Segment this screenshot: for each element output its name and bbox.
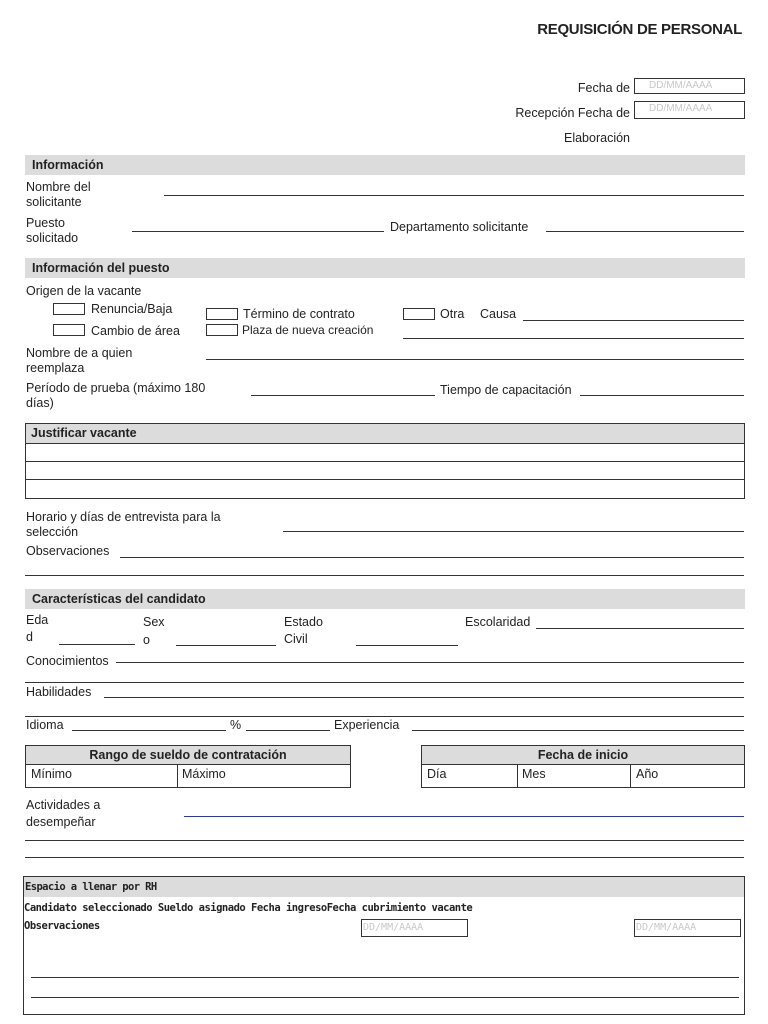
fecha-elaboracion-input[interactable]: DD/MM/AAAA	[634, 101, 745, 119]
horario-entrevista-field[interactable]	[283, 531, 744, 532]
sueldo-minimo-cell[interactable]: Mínimo	[31, 767, 72, 781]
checkbox-plaza[interactable]	[206, 324, 238, 336]
habilidades-field[interactable]	[104, 697, 744, 698]
fecha-inicio-dia-cell[interactable]: Día	[427, 767, 447, 781]
idioma-percent-field[interactable]	[246, 730, 330, 731]
departamento-label: Departamento solicitante	[390, 220, 529, 234]
edad-label-2: d	[26, 630, 33, 644]
conocimientos-label: Conocimientos	[26, 654, 109, 668]
fecha-recepcion-label: Fecha de	[577, 81, 630, 95]
capacitacion-field[interactable]	[580, 395, 744, 396]
observaciones-field-2[interactable]	[25, 575, 744, 576]
estado-civil-field[interactable]	[356, 645, 458, 646]
experiencia-field[interactable]	[412, 730, 744, 731]
conocimientos-field-2[interactable]	[25, 682, 744, 683]
justificar-divider	[25, 443, 745, 444]
experiencia-label: Experiencia	[334, 718, 400, 732]
nombre-solicitante-label: Nombre del solicitante	[26, 180, 91, 209]
edad-label-1: Eda	[26, 613, 49, 627]
fecha-inicio-col-divider-2	[630, 764, 631, 788]
conocimientos-field[interactable]	[116, 662, 744, 663]
page-title: REQUISICIÓN DE PERSONAL	[537, 21, 742, 38]
rh-observaciones-line-2[interactable]	[31, 997, 739, 998]
checkbox-renuncia[interactable]	[53, 303, 85, 315]
idioma-percent: %	[230, 718, 242, 732]
rh-fecha-cubrimiento-input[interactable]: DD/MM/AAAA	[634, 919, 741, 937]
observaciones-field[interactable]	[120, 557, 744, 558]
estado-civil-label-2: Civil	[284, 632, 308, 646]
escolaridad-label: Escolaridad	[465, 615, 531, 629]
idioma-field[interactable]	[72, 730, 226, 731]
fecha-inicio-heading: Fecha de inicio	[422, 746, 744, 764]
section-candidato-heading: Características del candidato	[25, 589, 745, 609]
rh-fields-line: Candidato seleccionado Sueldo asignado Fecha ingresoFecha cubrimiento vacante	[24, 902, 473, 914]
justificar-line-1[interactable]	[25, 461, 745, 462]
section-informacion-heading: Información	[25, 155, 745, 175]
estado-civil-label-1: Estado	[284, 615, 323, 629]
cambio-label: Cambio de área	[91, 324, 180, 338]
periodo-prueba-label: Período de prueba (máximo 180 días)	[26, 381, 206, 410]
justificar-line-2[interactable]	[25, 479, 745, 480]
actividades-field-2[interactable]	[25, 840, 744, 841]
sueldo-maximo-cell[interactable]: Máximo	[182, 767, 226, 781]
observaciones-label: Observaciones	[26, 544, 110, 558]
termino-label: Término de contrato	[243, 307, 355, 321]
horario-entrevista-label: Horario y días de entrevista para la selección	[26, 510, 221, 539]
checkbox-cambio[interactable]	[53, 324, 85, 336]
fecha-inicio-mes-cell[interactable]: Mes	[522, 767, 546, 781]
actividades-field[interactable]	[184, 816, 744, 817]
otra-label: Otra	[440, 307, 465, 321]
fecha-elaboracion-label: Recepción Fecha de	[515, 106, 630, 120]
causa-field-2[interactable]	[403, 338, 744, 339]
periodo-prueba-field[interactable]	[251, 395, 435, 396]
rh-heading: Espacio a llenar por RH	[24, 877, 744, 897]
section-justificar-heading: Justificar vacante	[26, 424, 744, 443]
puesto-solicitado-field[interactable]	[132, 231, 384, 232]
capacitacion-label: Tiempo de capacitación	[440, 383, 572, 397]
sueldo-col-divider	[177, 764, 178, 788]
actividades-field-3[interactable]	[25, 857, 744, 858]
puesto-solicitado-label: Puesto solicitado	[26, 216, 79, 245]
reemplaza-label: Nombre de a quien reemplaza	[26, 346, 133, 375]
section-puesto-heading: Información del puesto	[25, 258, 745, 278]
checkbox-otra[interactable]	[403, 308, 435, 320]
elaboracion-label: Elaboración	[563, 131, 630, 145]
rh-fecha-ingreso-input[interactable]: DD/MM/AAAA	[361, 919, 468, 937]
escolaridad-field[interactable]	[536, 628, 744, 629]
sexo-label-2: o	[143, 633, 150, 647]
habilidades-field-2[interactable]	[25, 716, 744, 717]
habilidades-label: Habilidades	[26, 685, 92, 699]
plaza-label: Plaza de nueva creación	[242, 323, 374, 337]
nombre-solicitante-field[interactable]	[164, 195, 744, 196]
sexo-label-1: Sex	[143, 615, 165, 629]
departamento-field[interactable]	[546, 231, 744, 232]
fecha-inicio-divider	[421, 764, 745, 765]
actividades-label: Actividades a desempeñar	[26, 798, 101, 829]
reemplaza-field[interactable]	[206, 359, 744, 360]
edad-field[interactable]	[59, 644, 135, 645]
idioma-label: Idioma	[26, 718, 64, 732]
sueldo-heading: Rango de sueldo de contratación	[26, 746, 350, 764]
causa-field[interactable]	[523, 320, 744, 321]
causa-label: Causa	[480, 307, 517, 321]
fecha-recepcion-input[interactable]: DD/MM/AAAA	[634, 78, 745, 94]
rh-observaciones-label: Observaciones	[24, 920, 100, 932]
checkbox-termino[interactable]	[206, 308, 238, 320]
origen-vacante-label: Origen de la vacante	[26, 284, 142, 298]
renuncia-label: Renuncia/Baja	[91, 302, 173, 316]
rh-observaciones-line-1[interactable]	[31, 977, 739, 978]
fecha-inicio-col-divider-1	[517, 764, 518, 788]
fecha-inicio-anio-cell[interactable]: Año	[636, 767, 659, 781]
sexo-field[interactable]	[176, 645, 276, 646]
